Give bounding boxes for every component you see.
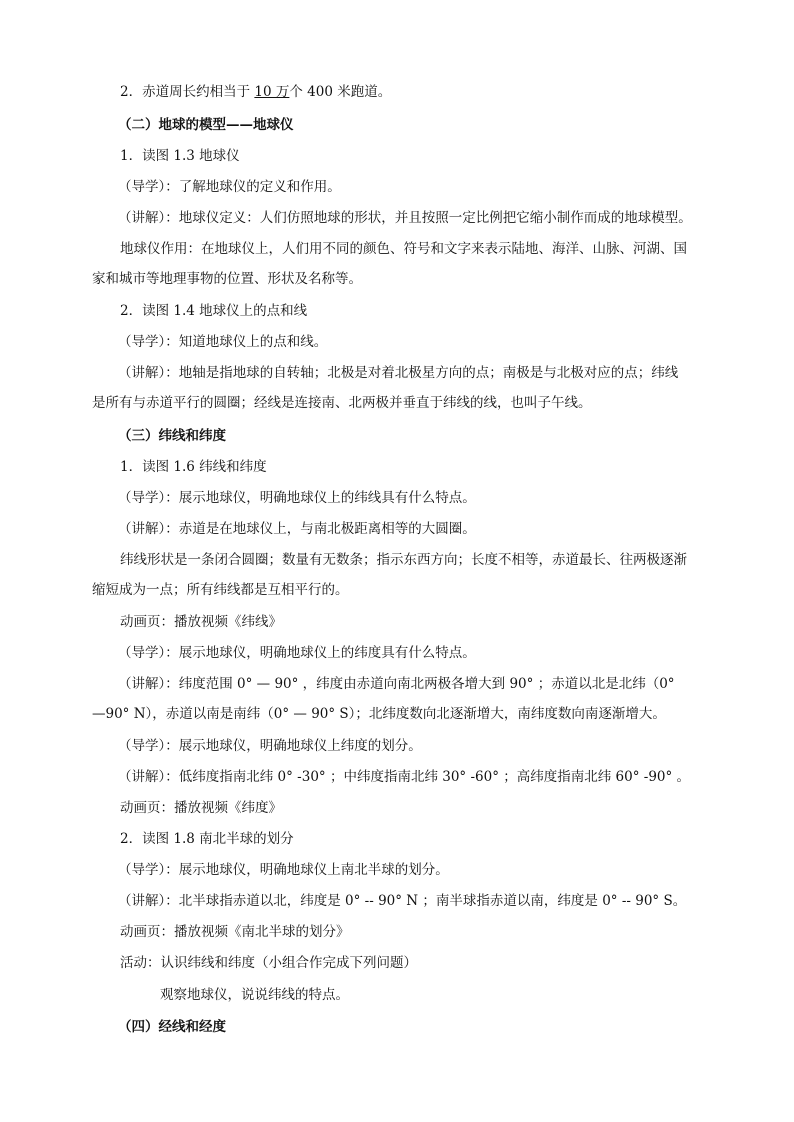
paragraph: （导学）：展示地球仪，明确地球仪上的纬线具有什么特点。 [118,490,476,506]
paragraph: —90° N），赤道以南是南纬（0° — 90° S）；北纬度数向北逐渐增大，南纬度数向南逐渐增大。 [92,706,666,722]
paragraph: 纬线形状是一条闭合圆圈；数量有无数条；指示东西方向；长度不相等，赤道最长、往两极逐渐 [120,552,687,568]
paragraph: 1．读图 1.6 纬线和纬度 [120,459,267,475]
paragraph: 动画页：播放视频《纬线》 [120,614,282,630]
section-heading-globe-model: （二）地球的模型——地球仪 [118,117,294,133]
paragraph: 家和城市等地理事物的位置、形状及名称等。 [92,271,362,287]
paragraph-equator-length: 2．赤道周长约相当于 10 万个 400 米跑道。 [120,84,392,100]
paragraph: （导学）：展示地球仪，明确地球仪上纬度的划分。 [118,738,422,754]
paragraph: 观察地球仪，说说纬线的特点。 [160,987,349,1003]
paragraph: 动画页：播放视频《南北半球的划分》 [120,924,350,940]
paragraph: （导学）：知道地球仪上的点和线。 [118,334,328,350]
paragraph: （讲解）：地球仪定义：人们仿照地球的形状，并且按照一定比例把它缩小制作而成的地球模型。 [118,210,692,226]
paragraph: 2．读图 1.4 地球仪上的点和线 [120,303,308,319]
paragraph: （讲解）：低纬度指南北纬 0° -30° ；中纬度指南北纬 30° -60° ；高纬度指南北纬 60° -90° 。 [118,769,691,785]
paragraph: （导学）：了解地球仪的定义和作用。 [118,179,341,195]
paragraph: （讲解）：纬度范围 0° — 90° ，纬度由赤道向南北两极各增大到 90° ；赤道以北是北纬（0° [118,676,675,692]
paragraph: 缩短成为一点；所有纬线都是互相平行的。 [92,582,349,598]
paragraph: 1．读图 1.3 地球仪 [120,148,240,164]
section-heading-latitude: （三）纬线和纬度 [118,428,226,444]
paragraph: （讲解）：赤道是在地球仪上，与南北极距离相等的大圆圈。 [118,521,476,537]
activity-line: 活动：认识纬线和纬度（小组合作完成下列问题） [120,955,417,971]
paragraph: （讲解）：北半球指赤道以北，纬度是 0° -- 90° N ；南半球指赤道以南，纬度是 0° -- 90° S。 [118,893,687,909]
paragraph: （导学）：展示地球仪，明确地球仪上南北半球的划分。 [118,862,449,878]
paragraph: 动画页：播放视频《纬度》 [120,800,282,816]
paragraph: 是所有与赤道平行的圆圈；经线是连接南、北两极并垂直于纬线的线，也叫子午线。 [92,395,592,411]
paragraph: 2．读图 1.8 南北半球的划分 [120,831,294,847]
paragraph: （讲解）：地轴是指地球的自转轴；北极是对着北极星方向的点；南极是与北极对应的点；纬线 [118,365,679,381]
underlined-answer: 10 万 [254,84,290,100]
section-heading-longitude: （四）经线和经度 [118,1019,226,1035]
paragraph: 地球仪作用：在地球仪上，人们用不同的颜色、符号和文字来表示陆地、海洋、山脉、河湖、国 [120,241,687,257]
paragraph: （导学）：展示地球仪，明确地球仪上的纬度具有什么特点。 [118,645,476,661]
